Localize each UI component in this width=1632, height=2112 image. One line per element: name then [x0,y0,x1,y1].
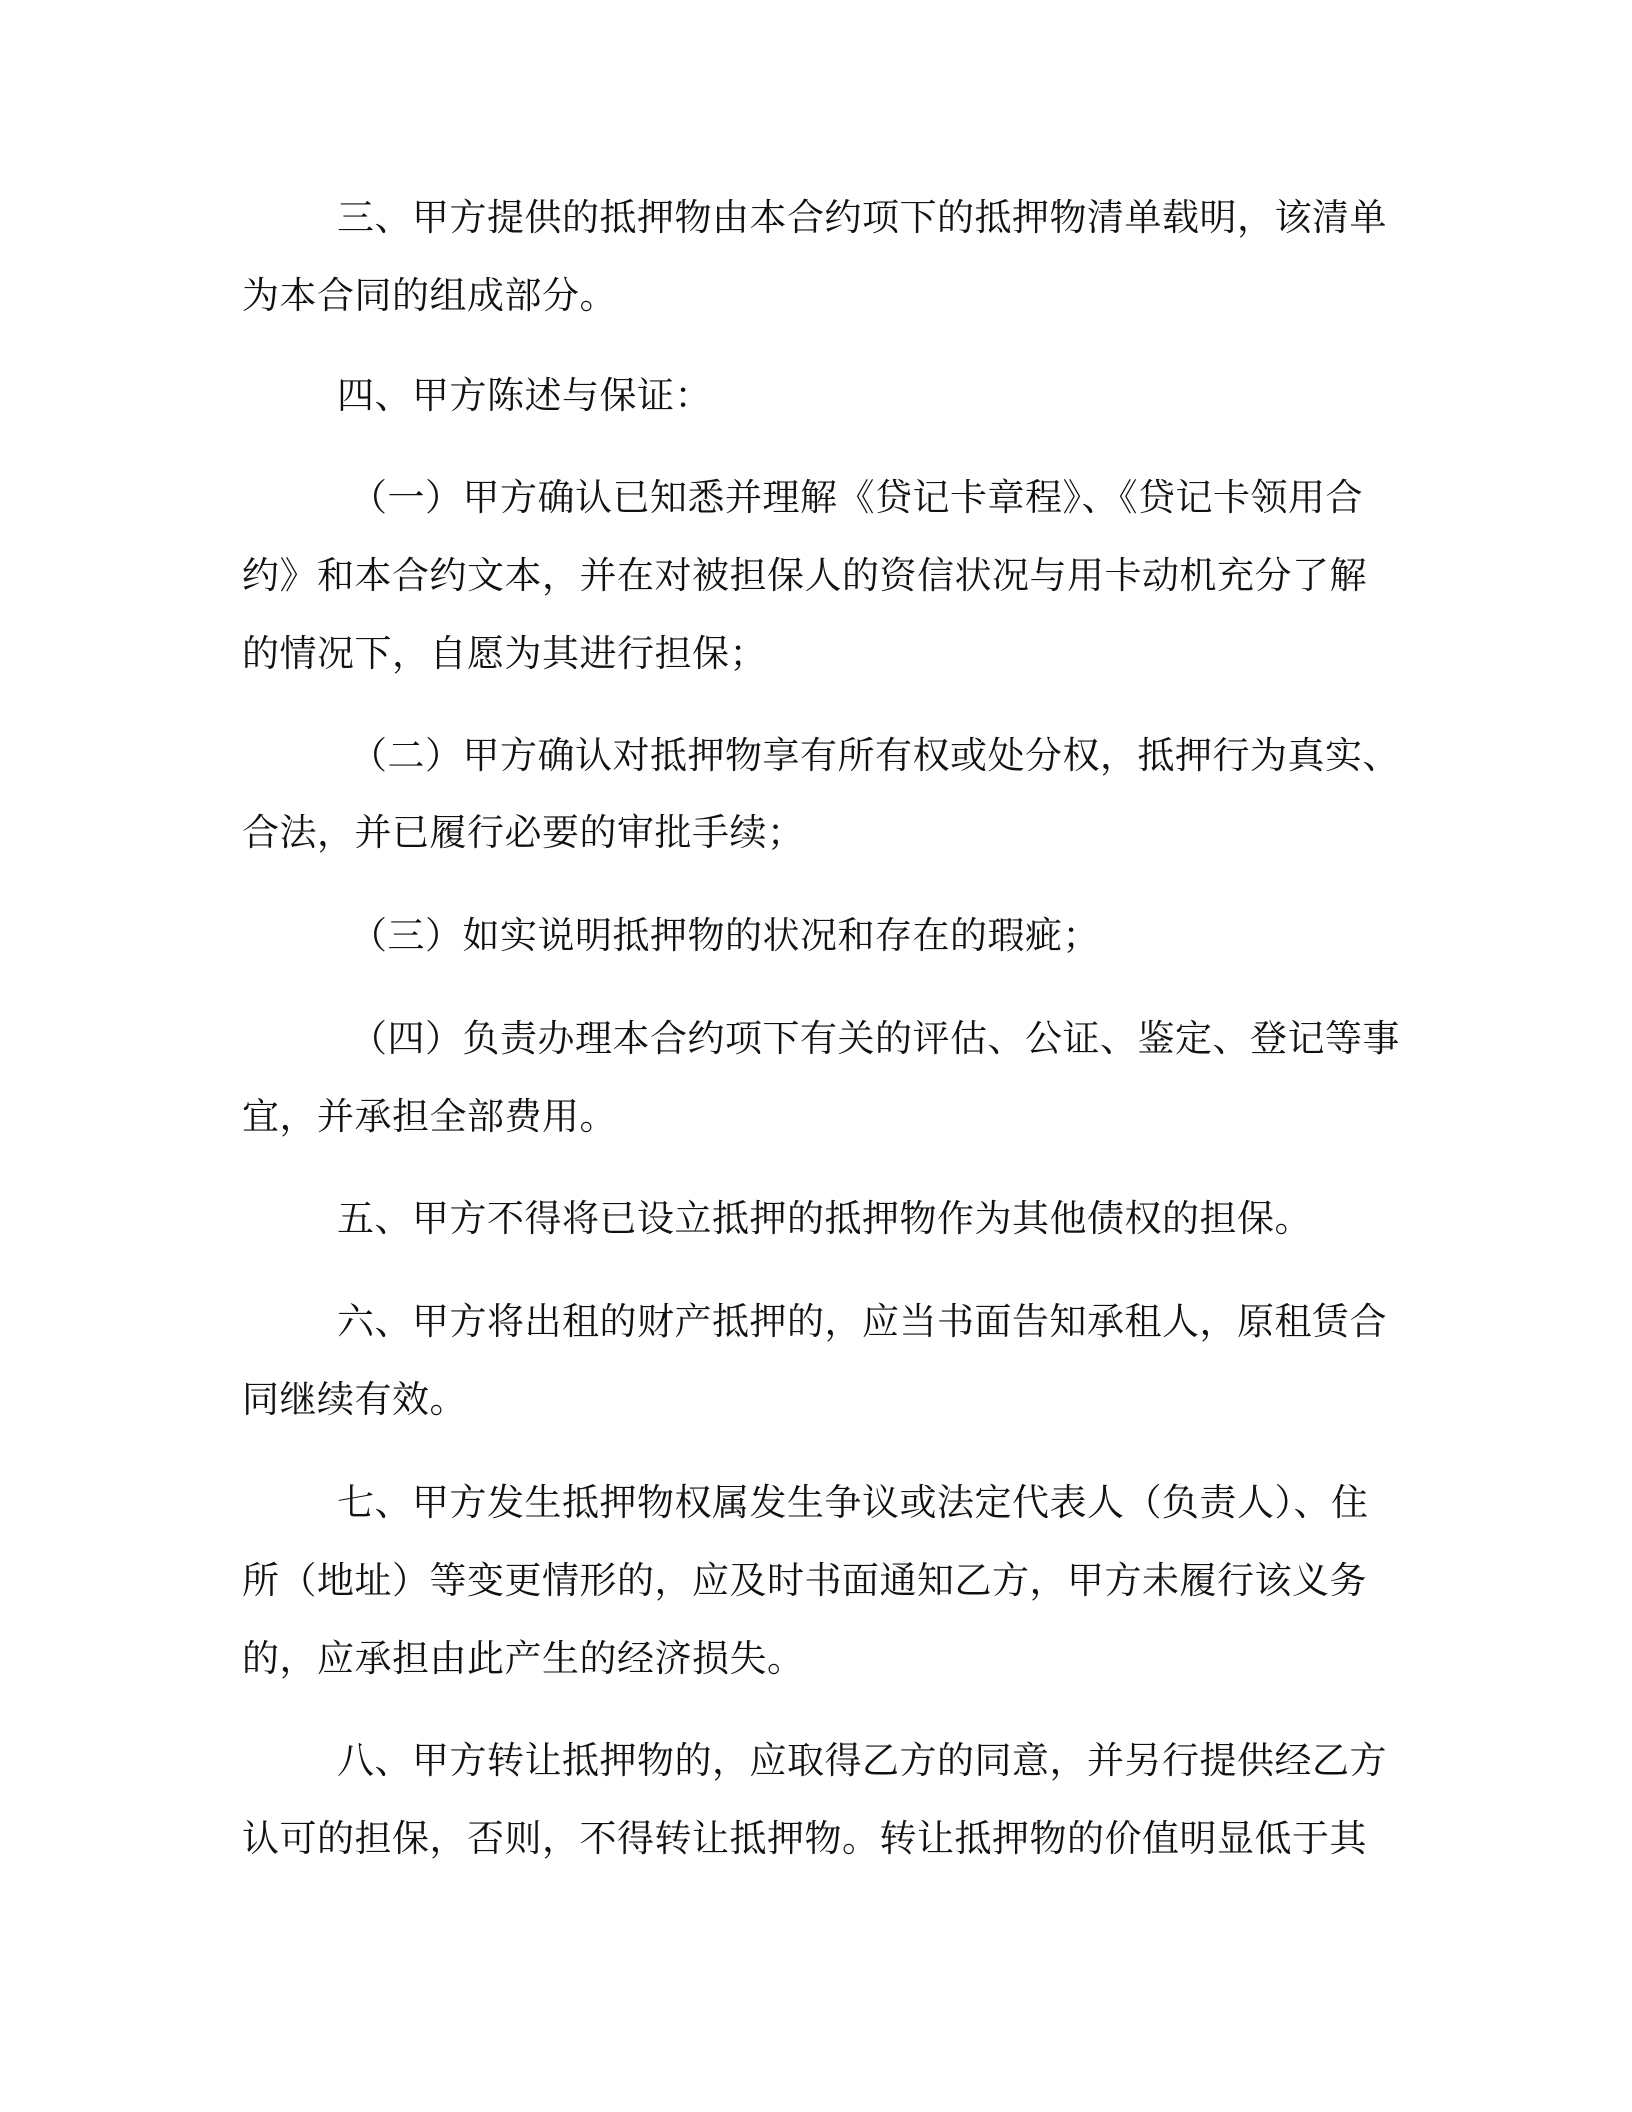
clause-4-4-line-2: 宜，并承担全部费用。 [242,1095,617,1138]
clause-4-2-line-2: 合法，并已履行必要的审批手续； [242,811,805,854]
clause-8-line-1: 八、甲方转让抵押物的，应取得乙方的同意，并另行提供经乙方 [337,1739,1387,1782]
clause-4-heading: 四、甲方陈述与保证： [337,374,712,417]
clause-6-line-2: 同继续有效。 [242,1378,467,1421]
clause-7-line-2: 所（地址）等变更情形的，应及时书面通知乙方，甲方未履行该义务 [242,1559,1367,1602]
clause-3-line-1: 三、甲方提供的抵押物由本合约项下的抵押物清单载明，该清单 [337,196,1387,239]
clause-4-4-line-1: （四）负责办理本合约项下有关的评估、公证、鉴定、登记等事 [350,1017,1400,1060]
clause-3-line-2: 为本合同的组成部分。 [242,274,617,317]
clause-6-line-1: 六、甲方将出租的财产抵押的，应当书面告知承租人，原租赁合 [337,1300,1387,1343]
clause-4-2-line-1: （二）甲方确认对抵押物享有所有权或处分权，抵押行为真实、 [350,734,1400,777]
clause-4-1-line-1: （一）甲方确认已知悉并理解《贷记卡章程》、《贷记卡领用合 [350,476,1363,519]
clause-8-line-2: 认可的担保，否则，不得转让抵押物。转让抵押物的价值明显低于其 [242,1817,1367,1860]
clause-7-line-1: 七、甲方发生抵押物权属发生争议或法定代表人（负责人）、住 [337,1481,1369,1524]
clause-5-line-1: 五、甲方不得将已设立抵押的抵押物作为其他债权的担保。 [337,1197,1312,1240]
clause-7-line-3: 的，应承担由此产生的经济损失。 [242,1637,805,1680]
clause-4-1-line-2: 约》和本合约文本，并在对被担保人的资信状况与用卡动机充分了解 [242,554,1367,597]
clause-4-3-line-1: （三）如实说明抵押物的状况和存在的瑕疵； [350,914,1100,957]
clause-4-1-line-3: 的情况下，自愿为其进行担保； [242,632,767,675]
